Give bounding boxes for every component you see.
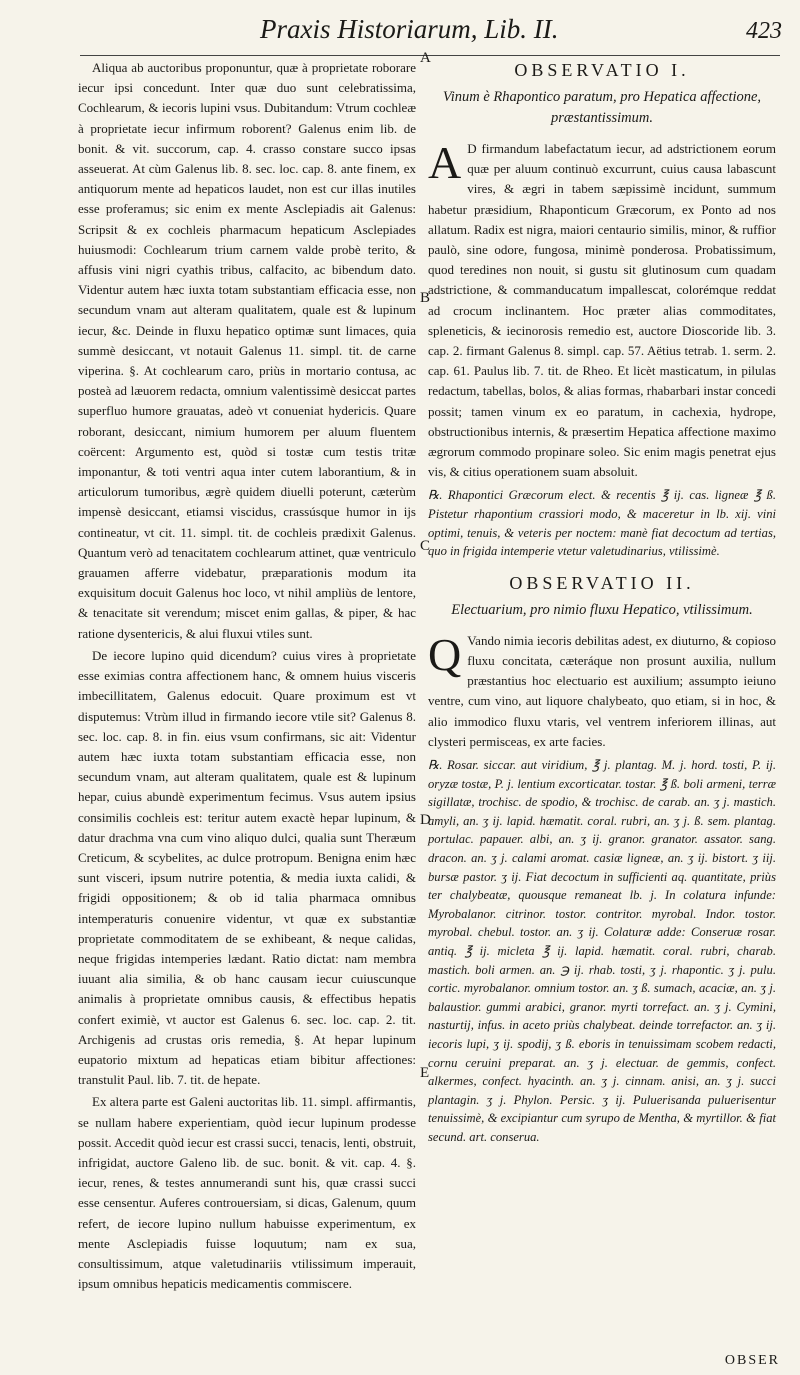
observatio-2-subtitle: Electuarium, pro nimio fluxu Hepatico, vtilissimum. [451,601,753,618]
margin-letter-c: C [420,538,431,554]
margin-letter-e: E [420,1065,430,1081]
observatio-2-text: Vando nimia iecoris debilitas adest, ex diuturno, & copioso fluxu concitata, cæteráque non prosunt auxilia, nullum præstantius hoc electuario est auxilium; assumpto ieiuno ventre, cum vino, aut liquore chalybeato, quo etiam, si in hoc, & alio immodico fluxu vtaris, vel ventrem inferiorem illinas, aut clysteri permisceas, ex arte facies. [428,632,776,749]
dropcap-a: A [428,137,462,188]
observatio-2-body [428,628,776,752]
observatio-1-subtitle: Vinum è Rhapontico paratum, pro Hepatica affectione, præstantissimum. [442,89,762,126]
margin-letter-a: A [420,50,431,66]
page-number: 423 [746,18,782,44]
margin-letter-d: D [420,812,431,828]
observatio-1-body [428,139,776,482]
left-paragraph-2: De iecore lupino quid dicendum? cuius vires à proprietate esse eximias contra affectionem hanc, & omnem huius visceris imbecillitatem, Galenus edocuit. Quare proximum est vt disputemus: Vtrùm illud in firmando iecore vtile sit? Galenus 8. sec. loc. cap. 8. in fin. eius vsum confirmans, sic ait: Videntur autem hæc iuxta totam substantiam efficacia esse, non secundum vnam, aut alteram qualitatem, quale est & lupinum hepar, cuius abundè experimentum fecimus. Vsus autem ipsius consimilis cochleis est: teritur autem exactè hepar lupinum, & datur drachma vna cum vino aliquo dulci, qualia sunt Theræum Creticum, & scybelites, ac dulce protropum. Benigna enim hæc sunt visceri, ipsum nutrire potentia, & media iuxta calidi, & frigidi oppositionem; & ob id talia pharmaca omnibus intemperaturis conuenire videntur, vt quæ ex substantiæ proprietate commoditatem de se exhibeant, & neque calidas, neque frigidas intemperies lædant. Ratio dictat: nam membra iuuant alia similia, & ob hanc causam iecur cuiuscunque animalis à proprietate omnibus causis, & effectibus hepatis confert eximiè, vt auctor est Galenus 6. sec. loc. cap. 2. tit. Archigenis ad crustas oris remedia, §. At hepar lupinum eupatorio mixtum ad hepaticas etiam bibitur affectiones: transtulit Paul. lib. 7. tit. de hepate. [78,647,416,1088]
observatio-2-recipe: ℞. Rosar. siccar. aut viridium, ℥ j. plantag. M. j. hord. tosti, P. ij. oryzæ tostæ, P. j. lentium excorticatar. tostar. ℥ ß. boli armeni, terræ sigillatæ, trochisc. de spodio, & trochisc. de carab. an. ʒ j. mastich. amyli, an. ʒ ij. lapid. hæmatit. coral. rubri, an. ʒ j. ß. sem. plantag. portulac. papauer. albi, an. ʒ ij. granor. granator. assator. sang. dracon. an. ʒ j. calami aromat. casiæ ligneæ, an. ʒ ij. bistort. ʒ iij. bursæ pastor. ʒ ij. Fiat decoctum in sufficienti aq. quantitate, priùs ter chalybeatæ, quousque remaneat lb. j. In colatura infunde: Myrobalanor. citrinor. tostor. contritor. myrobal. Indor. tostor. myrobal. chebul. tostor. an. ʒ ij. Colaturæ adde: Conseruæ rosar. antiq. ℥ ij. micleta ℥ ij. lapid. hæmatit. coral. rubri, charab. mastich. boli armen. an. ℈ ij. rhab. tosti, ʒ j. rhapontic. ʒ j. pulu. cortic. myrobalanor. omnium tostor. an. ʒ ß. sumach, acaciæ, an. ʒ j. balaustior. gummi arabici, granor. myrti torrefact. an. ʒ j. Cymini, nasturtij, infus. in aceto priùs chalybeat. deinde torrefactor. an. ʒ ij. iecoris lupi, ʒ ij. spodij, ʒ ß. eboris in tenuissimam scobem redacti, cornu ceruini preparat. an. ʒ j. electuar. de gemmis, confect. alkermes, confect. hyacinth. an. ʒ j. cinnam. anisi, an. ʒ j. succi plantagin. ʒ j. Phylon. Persic. ʒ ij. Puluerisanda puluerisentur tenuissimè, & excipiantur cum syrupo de Mentha, & myrtillor. & fiat secund. art. conserua. [428,758,776,1144]
margin-letter-b: B [420,290,431,306]
running-head: Praxis Historiarum, Lib. II. [260,14,559,44]
observatio-1-heading: OBSERVATIO I. [514,60,690,80]
left-paragraph-1: Aliqua ab auctoribus proponuntur, quæ à proprietate roborare iecur ipsi concedunt. Inter quæ duo sunt celebratissima, Cochlearum, & iecoris lupini vsus. Dubitandum: Vtrum cochleæ à proprietate iecur infirmum roborent? Galenus enim lib. de bonit. & vit. succorum, cap. 4. crasso constare succo ipsas asseuerat. At cùm Galenus lib. 8. sec. loc. cap. 8. ante finem, ex antiquorum mente ad hepaticos laudet, non est cur illas inutiles esse proferamus; sic enim ex mente Asclepiadis ait Galenus: Scripsit & ex cochleis pharmacum hepaticum Asclepiades huiusmodi: Cochlearum trium carnem valde probè terito, & affusis vini nigri cyathis tribus, calfacito, ac bibendum dato. Videntur autem hæc iuxta totam substantiam efficacia esse, non secundum vnam aut alteram qualitatem, quale est & lupinum iecur, &c. Deinde in fluxu hepatico optimæ sunt limaces, quia summè desiccant, vt notauit Galenus 11. simpl. tit. de carne viperina. §. At cochlearum caro, priùs in mortario contusa, ac posteà ad læuorem redacta, omnium valentissimè desiccat partes superfluo humore grauatas, adeò vt conueniat hydericis. Quare roborant, desiccant, nimium humorem per aluum fluentem coërcent: Argumento est, quòd si tostæ cum testis tritæ imponantur, & toti ventri aqua inter cutem laborantium, & in articulorum tumoribus, ægrè quidem diuelli poterunt, cæterùm impensè desiccant, etiamsi viscidus, crassúsque humor in ijs contineatur, vt cit. 11. simpl. tit. de cochleis prædixit Galenus. Quantum verò ad tenacitatem cochlearum attinet, quæ ventriculo grauamen afferre videbatur, præparationis modum ita exquisitum docuit Galenus hoc loco, vt nihil ampliùs de lentore, & tenacitate sit verendum; miscet enim gallas, & piper, & hac ratione dysentericis, & alui fluxui vtiles sunt. [78,60,416,641]
catchword: OBSER [724,1353,780,1368]
observatio-2-heading: OBSERVATIO II. [509,572,695,593]
right-column [428,58,776,1151]
dropcap-q: Q [428,628,462,680]
left-paragraph-3: Ex altera parte est Galeni auctoritas lib. 11. simpl. affirmantis, se nullam habere experientiam, quòd iecur lupinum prodesse possit. Accedit quòd iecur est crassi succi, tenacis, lenti, obstruit, infrigidat, auctore Galeno lib. de suc. bonit. & vit. cap. 4. §. iecur, renes, & testes annumerandi sunt his, quæ crassi succi esse censentur. Auferes controuersiam, si dicas, Galenum, quum refert, de iecore lupino nullum habuisse experimentum, ex mente Asclepiadis fuisse loquutum; nam ex sua, consultissimum, atque valetudinariis vtilissimum imperauit, ipsum omnibus hepaticis medicamentis commiscere. [78,1094,416,1292]
left-column [78,58,416,1296]
observatio-1-text: D firmandum labefactatum iecur, ad adstrictionem eorum quæ per aluum continuò excurrunt, cuius causa labascunt vires, & ægri in tabem sæpissimè incidunt, summum habetur præsidium, Rhaponticum Græcorum, ex Ponto ad nos allatum. Radix est nigra, maiori centaurio similis, minor, & ruffior paulò, sine odore, fungosa, minimè ponderosa. Probatissimum, quod teredines non nouit, si gustu sit glutinosum cum quadam adstrictione, & commanducatum impallescat, colorémque reddat ad crocum inclinantem. Hoc præter alias commoditates, spleneticis, & iecinorosis remedio est, auctore Dioscoride lib. 3. cap. 2. firmant Galenus 8. simpl. cap. 57. Aëtius tetrab. 1. serm. 2. cap. 61. Paulus lib. 7. tit. de Rheo. Et licèt masticatum, in pilulas redactum, tabellas, bolos, & alias formas, rhabarbari instar concedi possit; tamen vinum ex eo paratum, in cachexia, hydrope, obstructionibus internis, & præsertim Hepatica affectione maximo ægrorum commodo propinare soleo. Sic enim magis penetrat ejus vis, & citius operationem suam absoluit. [428,141,776,480]
observatio-1-recipe: ℞. Rhapontici Græcorum elect. & recentis ℥ ij. cas. ligneæ ℥ ß. Pistetur rhapontium crassiori modo, & maceretur in lb. xij. vini optimi, tenuis, & veteris per noctem: manè fiat decoctum ad tertias, quo in frigida intemperie vtetur valetudinarius, vtilissimè. [428,488,776,559]
